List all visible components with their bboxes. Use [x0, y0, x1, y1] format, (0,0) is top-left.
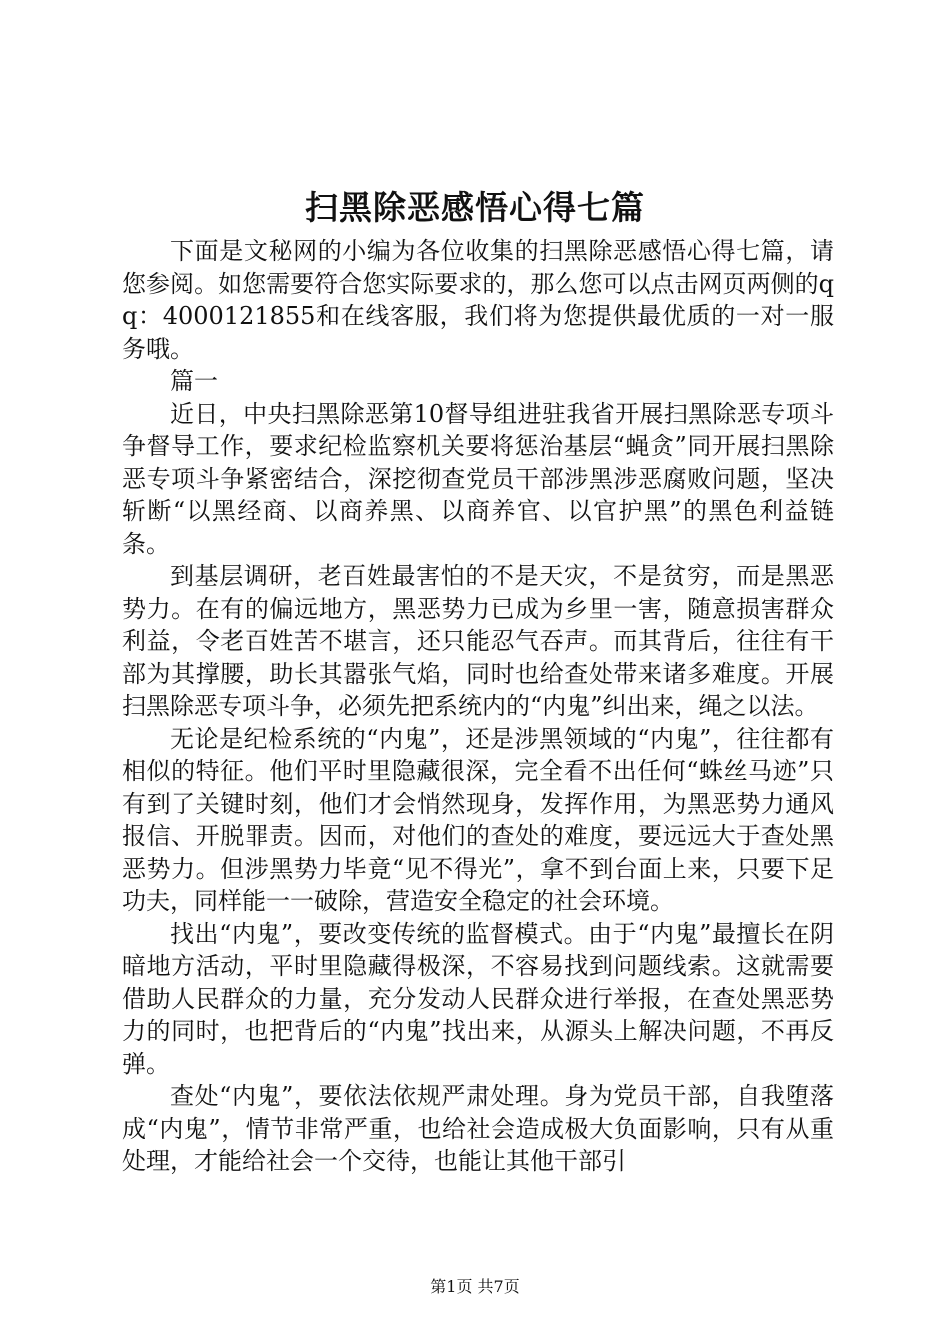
body-paragraph: 到基层调研，老百姓最害怕的不是天灾，不是贫穷，而是黑恶势力。在有的偏远地方，黑恶势力已成为乡里一害，随意损害群众利益，令老百姓苦不堪言，还只能忍气吞声。而其背后，往往有干部为其撑腰，助长其嚣张气焰，同时也给查处带来诸多难度。开展扫黑除恶专项斗争，必须先把系统内的“内鬼”纠出来，绳之以法。	[122, 562, 834, 720]
body-paragraph: 找出“内鬼”，要改变传统的监督模式。由于“内鬼”最擅长在阴暗地方活动，平时里隐藏得极深，不容易找到问题线索。这就需要借助人民群众的力量，充分发动人民群众进行举报，在查处黑恶势力的同时，也把背后的“内鬼”找出来，从源头上解决问题，不再反弹。	[122, 919, 834, 1078]
body-paragraph: 查处“内鬼”，要依法依规严肃处理。身为党员干部，自我堕落成“内鬼”，情节非常严重，也给社会造成极大负面影响，只有从重处理，才能给社会一个交待，也能让其他干部引	[122, 1082, 834, 1175]
page-number-footer: 第1页 共7页	[430, 1277, 520, 1296]
section-heading: 篇一	[170, 367, 218, 395]
intro-paragraph: 下面是文秘网的小编为各位收集的扫黑除恶感悟心得七篇，请您参阅。如您需要符合您实际要求的，那么您可以点击网页两侧的qq：4000121855和在线客服，我们将为您提供最优质的一对一服务哦。	[122, 237, 834, 363]
document-body	[122, 235, 834, 1178]
body-paragraph: 近日，中央扫黑除恶第10督导组进驻我省开展扫黑除恶专项斗争督导工作，要求纪检监察机关要将惩治基层“蝇贪”同开展扫黑除恶专项斗争紧密结合，深挖彻查党员干部涉黑涉恶腐败问题，坚决斩断“以黑经商、以商养黑、以商养官、以官护黑”的黑色利益链条。	[122, 399, 834, 558]
document-title: 扫黑除恶感悟心得七篇	[305, 188, 645, 227]
body-paragraph: 无论是纪检系统的“内鬼”，还是涉黑领域的“内鬼”，往往都有相似的特征。他们平时里隐藏很深，完全看不出任何“蛛丝马迹”只有到了关键时刻，他们才会悄然现身，发挥作用，为黑恶势力通风报信、开脱罪责。因而，对他们的查处的难度，要远远大于查处黑恶势力。但涉黑势力毕竟“见不得光”，拿不到台面上来，只要下足功夫，同样能一一破除，营造安全稳定的社会环境。	[122, 724, 834, 915]
